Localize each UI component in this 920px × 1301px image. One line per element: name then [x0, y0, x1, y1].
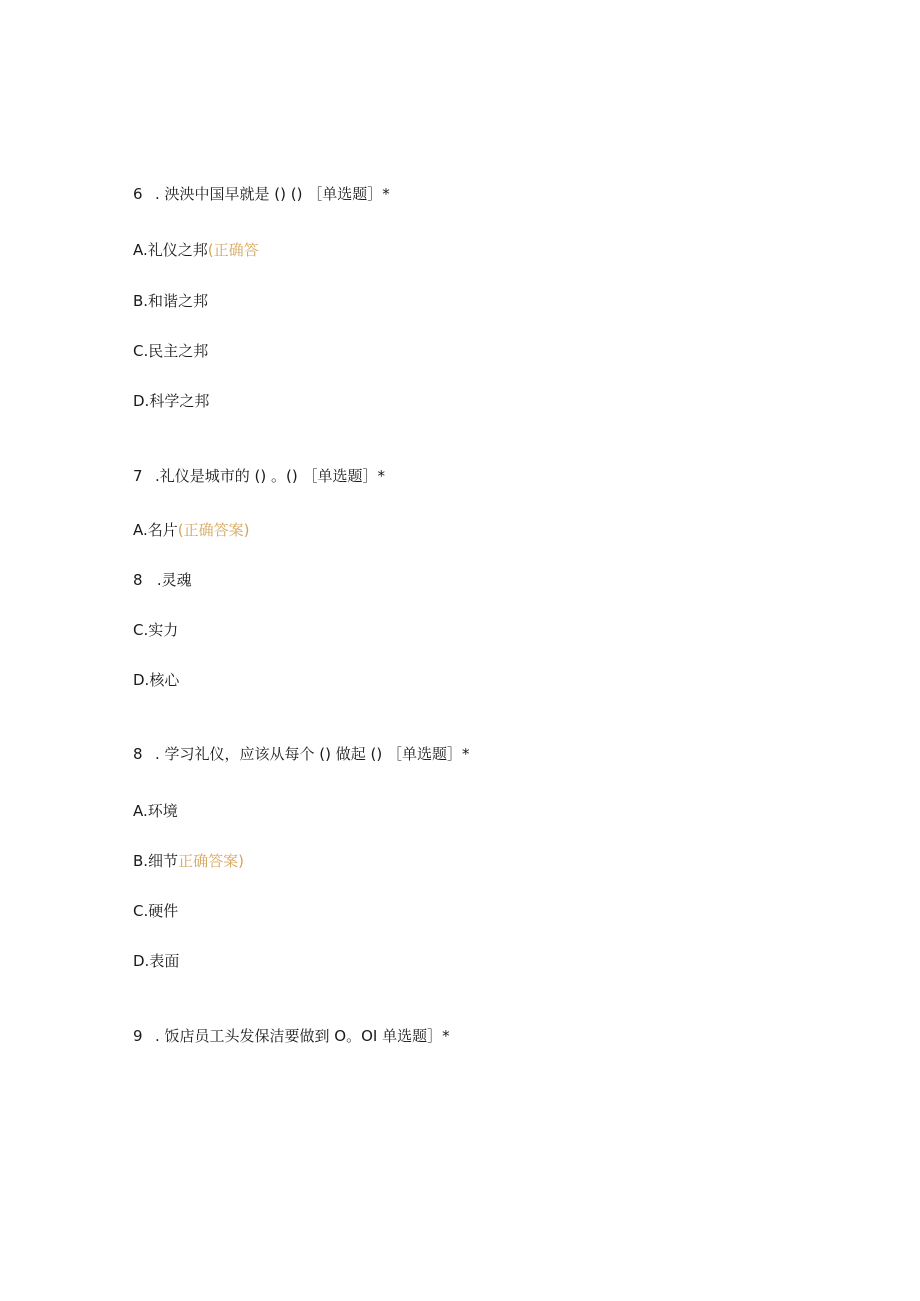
question-9	[133, 1026, 450, 1046]
option-8-c[interactable]	[133, 901, 178, 921]
question-number: 8	[133, 745, 143, 763]
option-7-a[interactable]	[133, 520, 250, 540]
question-6	[133, 184, 390, 204]
option-label: D.核心	[133, 671, 180, 689]
option-7-d[interactable]	[133, 670, 179, 690]
option-label: C.实力	[133, 621, 179, 639]
option-label: A.礼仪之邦	[133, 241, 208, 259]
question-text: . 泱泱中国早就是 () () ［单选题］*	[155, 185, 390, 203]
option-7-c[interactable]	[133, 620, 178, 640]
option-8-d[interactable]	[133, 951, 179, 971]
option-label: A.名片	[133, 521, 178, 539]
option-6-d[interactable]	[133, 391, 209, 411]
question-8	[133, 744, 470, 764]
option-label: B.细节	[133, 852, 179, 870]
option-label: B.和谐之邦	[133, 292, 209, 310]
option-7-b[interactable]	[133, 570, 192, 590]
correct-answer-note: 正确答案)	[178, 852, 244, 870]
option-8-b[interactable]	[133, 851, 244, 871]
option-label: A.环境	[133, 802, 178, 820]
correct-answer-note: (正确答	[207, 241, 259, 259]
correct-answer-note: (正确答案)	[177, 521, 250, 539]
option-label: C.硬件	[133, 902, 179, 920]
question-7	[133, 466, 385, 486]
option-6-b[interactable]	[133, 291, 208, 311]
question-number: 9	[133, 1027, 143, 1045]
question-number: 7	[133, 467, 143, 485]
question-text: . 学习礼仪，应该从每个 () 做起 () ［单选题］*	[155, 745, 470, 763]
option-6-c[interactable]	[133, 341, 208, 361]
option-label: D.表面	[133, 952, 180, 970]
option-6-a[interactable]	[133, 240, 259, 260]
question-text: . 饭店员工头发保洁要做到 O。OI 单选题］*	[155, 1027, 450, 1045]
option-8-a[interactable]	[133, 801, 178, 821]
option-label: C.民主之邦	[133, 342, 209, 360]
option-label: D.科学之邦	[133, 392, 210, 410]
option-label: 8 .灵魂	[133, 571, 192, 589]
question-text: .礼仪是城市的 () 。() ［单选题］*	[155, 467, 385, 485]
question-number: 6	[133, 185, 143, 203]
